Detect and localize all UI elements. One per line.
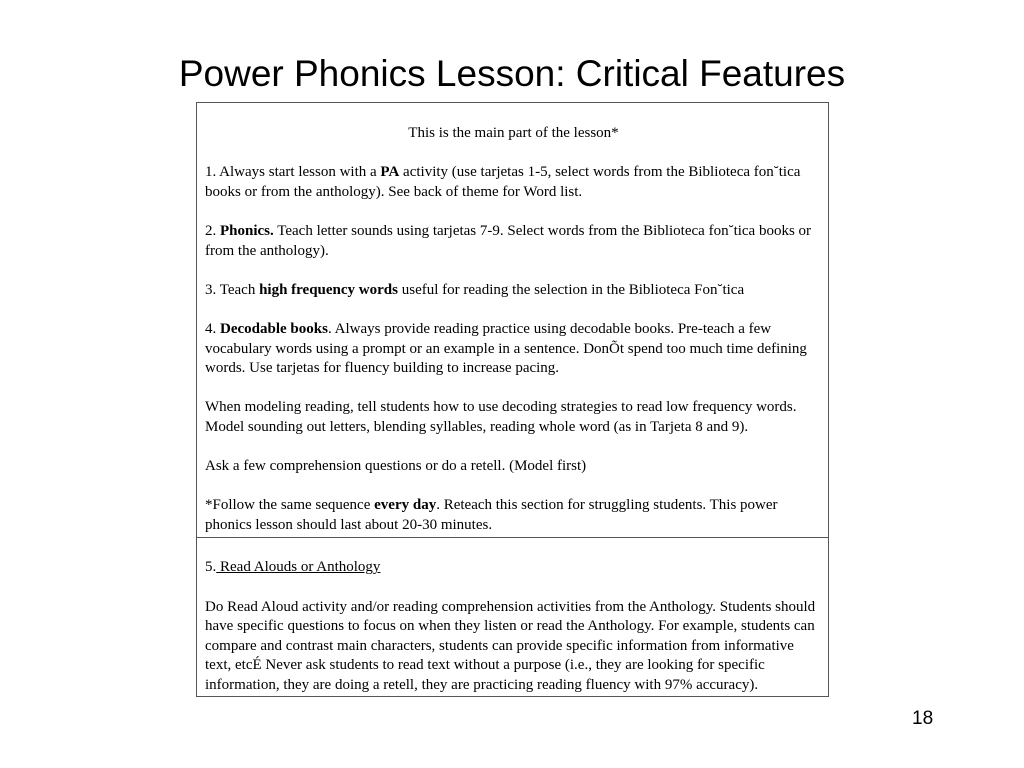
footnote-paragraph — [205, 496, 822, 535]
read-alouds-paragraph: Do Read Aloud activity and/or reading comprehension activities from the Anthology. Students should have specific questions to focus on when they listen or read the Anthology. For example, students can compare and contrast main characters, students can provide specific information from informative text, etcÉ Never ask students to read text without a purpose (i.e., they are looking for specific information, they are doing a retell, they are practicing reading fluency with 97% accuracy). — [205, 598, 816, 694]
step-2-keyword: Phonics. — [220, 222, 274, 239]
step-2-prefix: 2. — [205, 222, 220, 239]
step-2-text: Teach letter sounds using tarjetas 7-9. Select words from the Biblioteca fon˘tica books or from the anthology). — [205, 222, 812, 259]
step-4-decodable-books — [205, 320, 822, 379]
slide-title: Power Phonics Lesson: Critical Features — [178, 53, 846, 94]
step-5-prefix: 5. — [205, 559, 217, 576]
step-5-heading — [205, 558, 822, 578]
step-5-title: Read Alouds or Anthology — [216, 559, 381, 576]
step-4-keyword: Decodable books — [220, 320, 328, 337]
main-lesson-intro: This is the main part of the lesson* — [408, 125, 619, 141]
step-1-text: activity (use tarjetas 1-5, select words from the Biblioteca fon˘tica books or from the anthology). See back of theme for Word list. — [205, 164, 801, 200]
step-3-text: useful for reading the selection in the Biblioteca Fon˘tica — [397, 281, 745, 298]
step-4-prefix: 4. — [205, 320, 220, 337]
step-4-text: . Always provide reading practice using decodable books. Pre-teach a few vocabulary words using a prompt or an example in a sentence. DonÕt spend too much time defining words. Use tarjetas for fluency building to increase pacing. — [205, 320, 807, 377]
read-alouds-cell — [197, 538, 828, 695]
page-number: 18 — [912, 708, 934, 729]
step-3-keyword: high frequency words — [259, 281, 398, 298]
main-lesson-cell — [197, 103, 828, 538]
step-3-high-frequency-words — [205, 281, 822, 301]
lesson-table — [196, 102, 829, 697]
footnote-prefix: *Follow the same sequence — [205, 497, 375, 514]
footnote-text: . Reteach this section for struggling students. This power phonics lesson should last about 20-30 minutes. — [205, 497, 778, 533]
footnote-keyword: every day — [374, 497, 437, 514]
step-1-prefix: 1. Always start lesson with a — [205, 164, 381, 181]
step-2-phonics — [205, 222, 822, 261]
modeling-paragraph: When modeling reading, tell students how to use decoding strategies to read low frequency words. Model sounding out letters, blending syllables, reading whole word (as in Tarjeta 8 and 9). — [205, 399, 797, 435]
comprehension-paragraph: Ask a few comprehension questions or do a retell. (Model first) — [205, 458, 587, 475]
step-1-pa-activity — [205, 163, 822, 202]
step-1-keyword: PA — [380, 164, 400, 181]
step-3-prefix: 3. Teach — [205, 281, 260, 298]
